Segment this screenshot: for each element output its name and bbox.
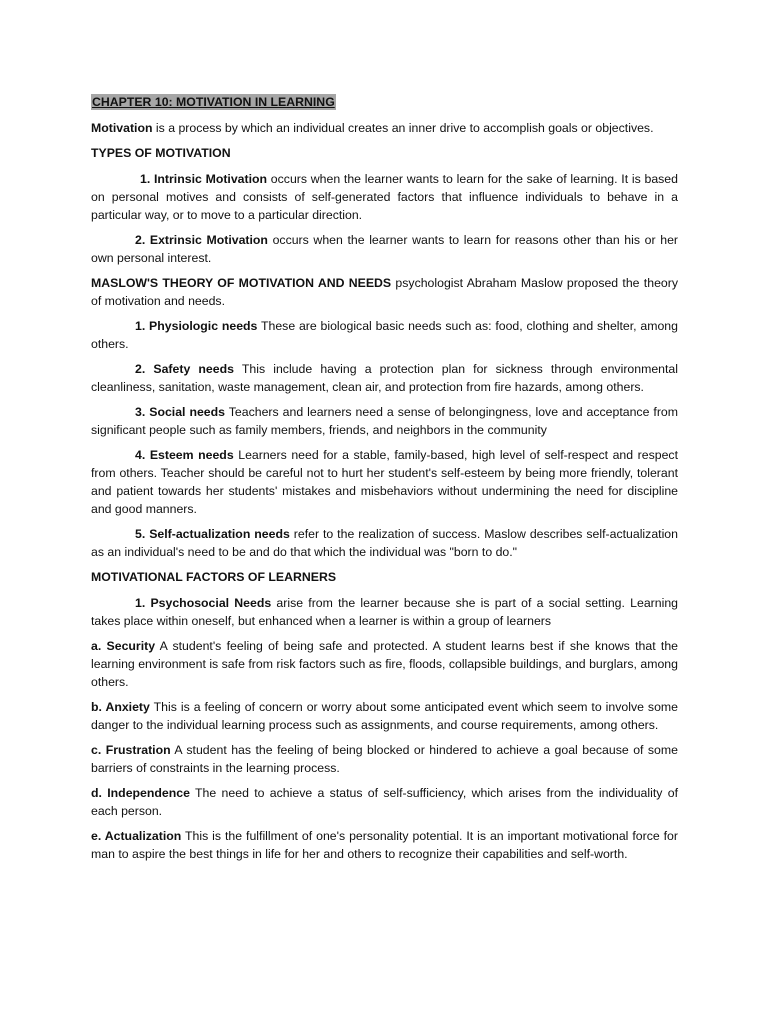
- need-text: This include having a protection plan for sickness through environmental cleanliness, sanitation, waste management, clean air, and protection from fire hazards, among others.: [91, 362, 678, 394]
- maslow-paragraph: [91, 274, 678, 310]
- need-text: These are biological basic needs such as: food, clothing and shelter, among others.: [91, 319, 678, 351]
- intro-text: is a process by which an individual creates an inner drive to accomplish goals or objectives.: [152, 121, 654, 135]
- need-term: 2. Safety needs: [135, 362, 234, 376]
- psychosocial-paragraph: [91, 594, 678, 630]
- factor-term: c. Frustration: [91, 743, 171, 757]
- psychosocial-term: 1. Psychosocial Needs: [135, 596, 272, 610]
- need-term: 3. Social needs: [135, 405, 225, 419]
- intro-paragraph: [91, 119, 678, 137]
- need-text: refer to the realization of success. Maslow describes self-actualization as an individual's need to be and do that which the individual was "born to do.": [91, 527, 678, 559]
- factor-term: a. Security: [91, 639, 156, 653]
- need-physiologic: [91, 317, 678, 353]
- psychosocial-text: arise from the learner because she is part of a social setting. Learning takes place within oneself, but enhanced when a learner is within a group of learners: [91, 596, 678, 628]
- chapter-title: CHAPTER 10: MOTIVATION IN LEARNING: [92, 95, 335, 109]
- need-term: 5. Self-actualization needs: [135, 527, 290, 541]
- factor-actualization: [91, 827, 678, 863]
- factor-term: b. Anxiety: [91, 700, 150, 714]
- type-extrinsic: [91, 231, 678, 267]
- factor-frustration: [91, 741, 678, 777]
- type-text: occurs when the learner wants to learn for the sake of learning. It is based on personal motives and consists of self-generated factors that influence individuals to behave in a particular way, or to move to a particular direction.: [91, 172, 678, 222]
- type-term: 2. Extrinsic Motivation: [135, 233, 268, 247]
- factors-heading: MOTIVATIONAL FACTORS OF LEARNERS: [91, 570, 337, 584]
- need-term: 1. Physiologic needs: [135, 319, 258, 333]
- need-self-actualization: [91, 525, 678, 561]
- need-social: [91, 403, 678, 439]
- maslow-term: MASLOW'S THEORY OF MOTIVATION AND NEEDS: [91, 276, 392, 290]
- need-safety: [91, 360, 678, 396]
- factor-independence: [91, 784, 678, 820]
- factor-text: This is the fulfillment of one's personality potential. It is an important motivational force for man to aspire the best things in life for her and others to recognize their capabilities and self-worth.: [91, 829, 678, 861]
- need-text: Learners need for a stable, family-based, high level of self-respect and respect from others. Teacher should be careful not to hurt her student's self-esteem by being more friendly, tolerant and patient towards her students' mistakes and misbehaviors without undermining the need for discipline and good manners.: [91, 448, 678, 516]
- chapter-title-line: [91, 93, 678, 111]
- document-body: [91, 93, 678, 870]
- maslow-text: psychologist Abraham Maslow proposed the theory of motivation and needs.: [91, 276, 678, 308]
- type-text: occurs when the learner wants to learn for reasons other than his or her own personal interest.: [91, 233, 679, 265]
- types-heading: TYPES OF MOTIVATION: [91, 146, 231, 160]
- factor-text: The need to achieve a status of self-sufficiency, which arises from the individuality of each person.: [91, 786, 678, 818]
- need-text: Teachers and learners need a sense of belongingness, love and acceptance from significant people such as family members, friends, and neighbors in the community: [91, 405, 679, 437]
- need-esteem: [91, 446, 678, 518]
- type-term: 1. Intrinsic Motivation: [140, 172, 268, 186]
- factor-term: d. Independence: [91, 786, 190, 800]
- factor-text: A student's feeling of being safe and protected. A student learns best if she knows that the learning environment is safe from risk factors such as fire, floods, collapsible buildings, and burglars, among others.: [91, 639, 679, 689]
- factor-text: This is a feeling of concern or worry about some anticipated event which seem to involve some danger to the individual learning process such as assignments, and course requirements, among others.: [91, 700, 678, 732]
- factor-security: [91, 637, 678, 691]
- factor-term: e. Actualization: [91, 829, 182, 843]
- intro-term: Motivation: [91, 121, 153, 135]
- factor-anxiety: [91, 698, 678, 734]
- type-intrinsic: [91, 170, 678, 224]
- need-term: 4. Esteem needs: [135, 448, 234, 462]
- factor-text: A student has the feeling of being blocked or hindered to achieve a goal because of some barriers of constraints in the learning process.: [91, 743, 678, 775]
